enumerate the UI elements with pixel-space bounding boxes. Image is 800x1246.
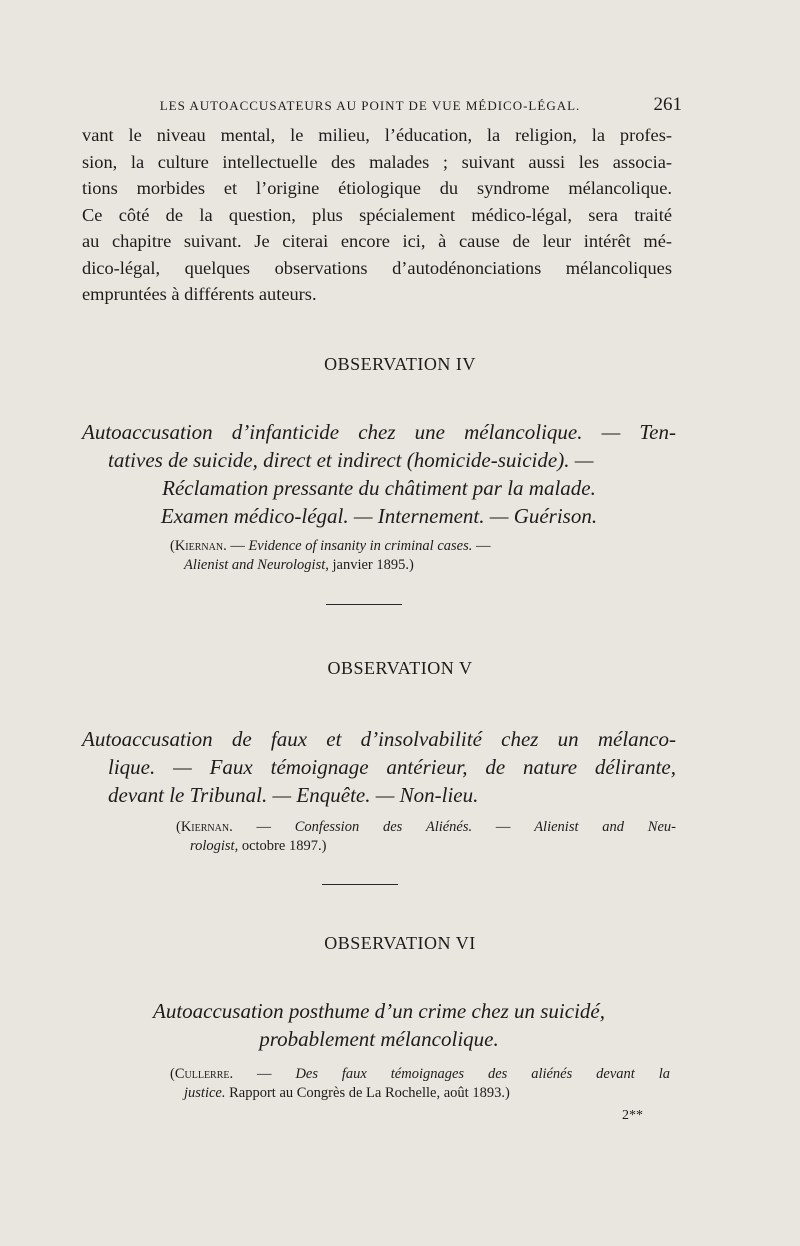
intro-paragraph: [82, 122, 672, 308]
ref-separator: —: [232, 819, 295, 835]
observation-6-reference: [170, 1065, 670, 1103]
page-number: 261: [653, 94, 682, 115]
observation-5-heading: OBSERVATION V: [327, 658, 473, 678]
observation-5-reference: [176, 818, 676, 856]
text-line: Ce côté de la question, plus spécialement médico-légal, sera traité: [82, 204, 672, 225]
observation-4-reference: [170, 537, 670, 575]
title-line: Réclamation pressante du châtiment par la malade.: [162, 476, 596, 500]
title-line: Autoaccusation de faux et d’insolvabilité chez un mélanco-: [82, 727, 676, 751]
text-line: vant le niveau mental, le milieu, l’éducation, la religion, la profes-: [82, 125, 672, 145]
running-head: LES AUTOACCUSATEURS AU POINT DE VUE MÉDICO-LÉGAL.: [159, 98, 581, 113]
ref-work: Confession des Aliénés.: [294, 819, 473, 835]
ref-publication: Rapport au Congrès de La Rochelle, août 1893.): [225, 1085, 510, 1101]
title-line: devant le Tribunal. — Enquête. — Non-lieu.: [108, 783, 479, 807]
section-rule: [322, 884, 398, 885]
ref-journal: Alienist and Neurologist,: [184, 557, 329, 573]
ref-work: Evidence of insanity in criminal cases.: [248, 538, 473, 554]
ref-separator: —: [472, 538, 491, 554]
ref-date: octobre 1897.): [238, 838, 327, 854]
ref-work: justice.: [184, 1085, 226, 1101]
observation-6-heading: OBSERVATION VI: [324, 933, 476, 953]
observation-4-heading: OBSERVATION IV: [324, 354, 476, 374]
ref-work: Des faux témoignages des aliénés devant la: [295, 1066, 670, 1082]
section-rule: [326, 604, 402, 605]
text-line: empruntées à différents auteurs.: [82, 284, 317, 304]
ref-author: (Kiernan.: [176, 819, 233, 835]
title-line: lique. — Faux témoignage antérieur, de nature délirante,: [108, 755, 676, 779]
ref-journal: Alienist and Neu-: [534, 819, 676, 835]
observation-4-title: [82, 418, 676, 530]
title-line: Examen médico-légal. — Internement. — Guérison.: [160, 504, 598, 528]
title-line: probablement mélancolique.: [259, 1027, 499, 1051]
ref-separator: —: [226, 538, 249, 554]
ref-separator: —: [472, 819, 535, 835]
text-line: tions morbides et l’origine étiologique du syndrome mélancolique.: [82, 178, 672, 198]
signature-mark: 2**: [622, 1108, 643, 1123]
ref-author: (Kiernan.: [170, 538, 227, 554]
ref-date: janvier 1895.): [328, 557, 414, 573]
ref-journal: rologist,: [190, 838, 239, 854]
observation-5-title: [82, 725, 676, 809]
text-line: sion, la culture intellectuelle des malades ; suivant aussi les associa-: [82, 151, 672, 172]
text-line: dico-légal, quelques observations d’autodénonciations mélancoliques: [82, 257, 672, 278]
ref-separator: —: [233, 1066, 296, 1082]
title-line: Autoaccusation posthume d’un crime chez un suicidé,: [153, 999, 605, 1023]
title-line: tatives de suicide, direct et indirect (homicide-suicide). —: [108, 448, 594, 472]
title-line: Autoaccusation d’infanticide chez une mélancolique. — Ten-: [82, 420, 676, 444]
ref-author: (Cullerre.: [170, 1066, 234, 1082]
observation-6-title: [82, 997, 676, 1053]
text-line: au chapitre suivant. Je citerai encore ici, à cause de leur intérêt mé-: [82, 231, 672, 251]
